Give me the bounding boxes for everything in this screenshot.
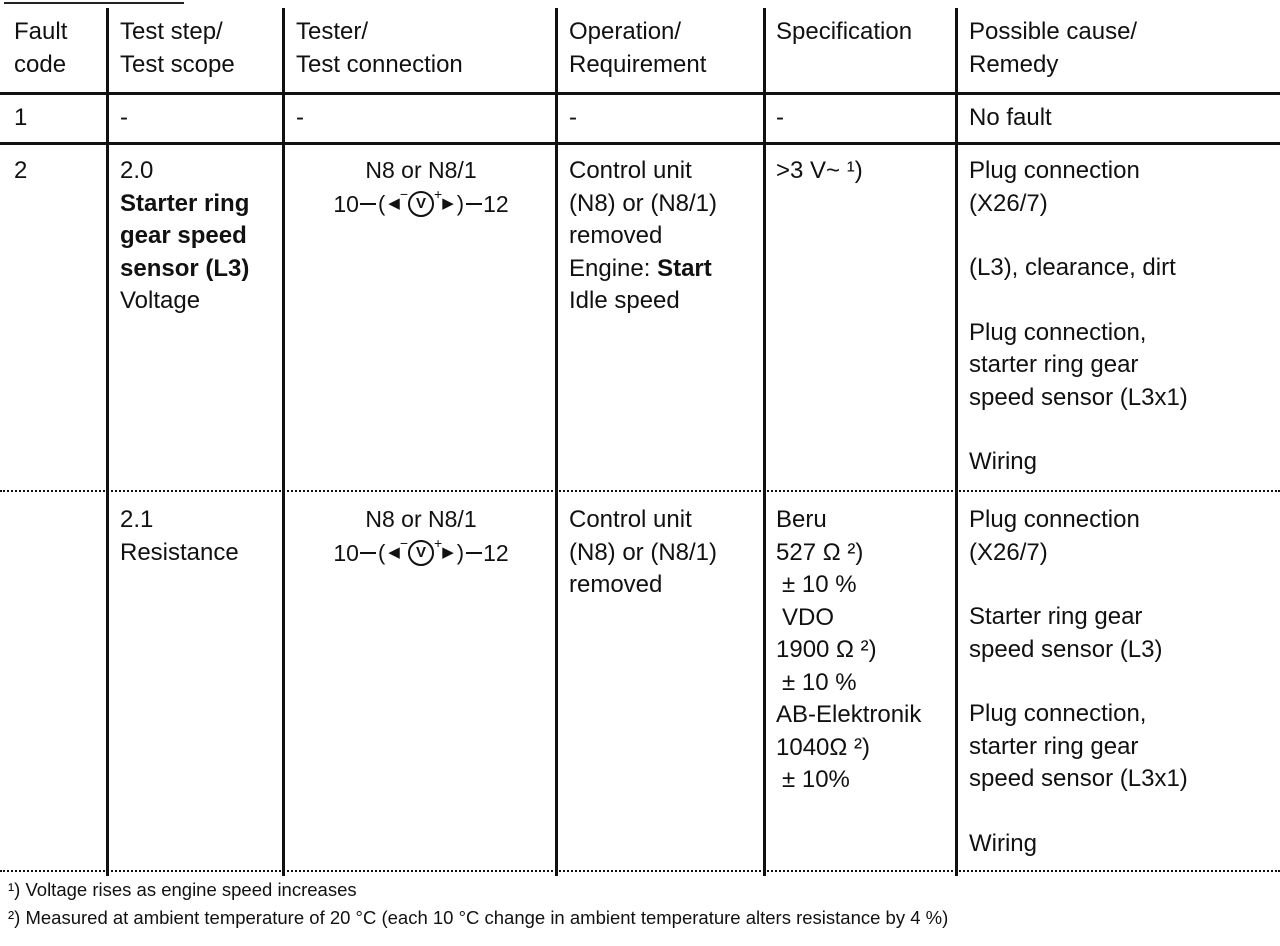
pin-left: 10 [333, 191, 359, 217]
row2-tester-unit: N8 or N8/1 [365, 157, 477, 183]
header-fault-code: Fault code [14, 18, 68, 78]
row2-specification: >3 V~ ¹) [776, 157, 863, 184]
footnote-2: ²) Measured at ambient temperature of 20 °C (each 10 °C change in ambient temperature alters resistance by 4 %) [8, 907, 949, 928]
voltmeter-symbol: ( ◀ − V + ▶ ) [359, 538, 483, 568]
row2-operation: Control unit (N8) or (N8/1) removed Engine: Start Idle speed [569, 157, 718, 314]
column-divider-1 [106, 8, 109, 876]
row3-test-step: 2.1 Resistance [120, 506, 239, 566]
row2-tester-circuit [290, 186, 552, 219]
column-divider-4 [763, 8, 766, 876]
column-divider-3 [555, 8, 558, 876]
row1-operation: - [569, 104, 577, 131]
header-cause: Possible cause/ Remedy [969, 18, 1138, 78]
header-tester: Tester/ Test connection [296, 18, 463, 78]
column-divider-2 [282, 8, 285, 876]
row3-dotted-rule [0, 870, 1280, 872]
row3-specification: Beru 527 Ω ²) ± 10 % VDO 1900 Ω ²) ± 10 % AB-Elektronik 1040Ω ²) ± 10% [776, 506, 922, 793]
row1-rule [0, 142, 1280, 145]
row1-tester: - [296, 104, 304, 131]
row3-operation: Control unit (N8) or (N8/1) removed [569, 506, 718, 598]
row1-code: 1 [14, 104, 28, 131]
row2-causes: Plug connection (X26/7) (L3), clearance, dirt Plug connection, starter ring gear speed sensor (L3x1) Wiring [969, 157, 1188, 475]
row2-tester [290, 155, 552, 219]
pin-right: 12 [483, 191, 509, 217]
row2-dotted-rule [0, 490, 1280, 492]
header-test-step: Test step/ Test scope [120, 18, 235, 78]
top-fragment [4, 0, 304, 8]
pin-right: 12 [483, 540, 509, 566]
voltmeter-icon: V [408, 540, 434, 566]
row3-causes: Plug connection (X26/7) Starter ring gear speed sensor (L3) Plug connection, starter ring gear speed sensor (L3x1) Wiring [969, 506, 1188, 857]
row1-test-step: - [120, 104, 128, 131]
row1-cause: No fault [969, 104, 1052, 131]
row2-test-step: 2.0 Starter ring gear speed sensor (L3) Voltage [120, 157, 250, 314]
footnotes [8, 876, 948, 932]
voltmeter-symbol: ( ◀ − V + ▶ ) [359, 189, 483, 219]
voltmeter-icon: V [408, 191, 434, 217]
pin-left: 10 [333, 540, 359, 566]
row2-code: 2 [14, 157, 28, 184]
row3-tester-unit: N8 or N8/1 [365, 506, 477, 532]
row3-tester-circuit [290, 535, 552, 568]
row3-tester [290, 504, 552, 568]
column-divider-5 [955, 8, 958, 876]
header-specification: Specification [776, 18, 913, 45]
row1-specification: - [776, 104, 784, 131]
header-operation: Operation/ Requirement [569, 18, 707, 78]
footnote-1: ¹) Voltage rises as engine speed increases [8, 879, 357, 900]
header-rule [0, 92, 1280, 95]
